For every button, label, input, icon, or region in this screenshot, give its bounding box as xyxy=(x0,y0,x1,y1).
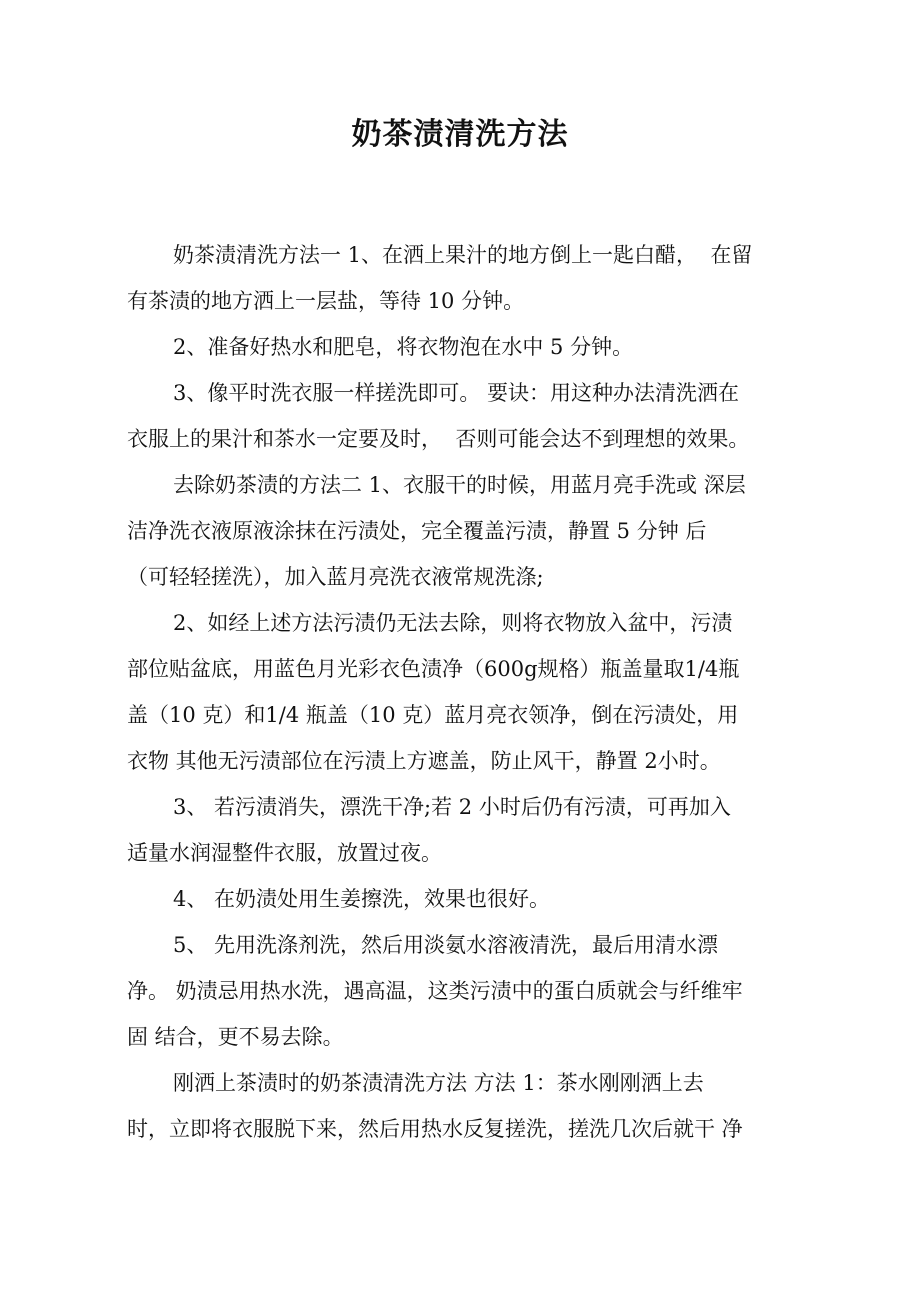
text-line: 时，立即将衣服脱下来，然后用热水反复搓洗，搓洗几次后就干 净 xyxy=(127,1117,743,1141)
text-line: 5、 先用洗涤剂洗，然后用淡氨水溶液清洗，最后用清水漂 xyxy=(173,933,719,957)
text-line: 去除奶茶渍的方法二 1、衣服干的时候，用蓝月亮手洗或 深层 xyxy=(173,473,746,497)
text-line: 有茶渍的地方洒上一层盐，等待 10 分钟。 xyxy=(127,289,525,313)
text-line: 衣物 其他无污渍部位在污渍上方遮盖，防止风干，静置 2小时。 xyxy=(127,749,721,773)
page-title: 奶茶渍清洗方法 xyxy=(351,117,569,152)
text-line: 4、 在奶渍处用生姜擦洗，效果也很好。 xyxy=(173,887,551,911)
text-line: 净。 奶渍忌用热水洗，遇高温，这类污渍中的蛋白质就会与纤维牢 xyxy=(127,979,743,1003)
document-body xyxy=(127,232,799,1152)
text-line: 洁净洗衣液原液涂抹在污渍处，完全覆盖污渍，静置 5 分钟 后 xyxy=(127,519,707,543)
text-line: 2、如经上述方法污渍仍无法去除，则将衣物放入盆中，污渍 xyxy=(173,611,733,635)
text-line: 固 结合，更不易去除。 xyxy=(127,1025,344,1049)
text-line: 衣服上的果汁和茶水一定要及时， 否则可能会达不到理想的效果。 xyxy=(127,427,750,451)
text-line: 3、像平时洗衣服一样搓洗即可。 要诀：用这种办法清洗洒在 xyxy=(173,381,740,405)
text-line: 盖（10 克）和1/4 瓶盖（10 克）蓝月亮衣领净，倒在污渍处，用 xyxy=(127,703,739,727)
text-line: 部位贴盆底，用蓝色月光彩衣色渍净（600g规格）瓶盖量取1/4瓶 xyxy=(127,657,740,681)
text-line: 奶茶渍清洗方法一 1、在洒上果汁的地方倒上一匙白醋， 在留 xyxy=(173,243,753,267)
text-line: 刚洒上茶渍时的奶茶渍清洗方法 方法 1：茶水刚刚洒上去 xyxy=(173,1071,704,1095)
text-line: 3、 若污渍消失，漂洗干净;若 2 小时后仍有污渍，可再加入 xyxy=(173,795,731,819)
text-line: 2、准备好热水和肥皂，将衣物泡在水中 5 分钟。 xyxy=(173,335,634,359)
text-line: （可轻轻搓洗），加入蓝月亮洗衣液常规洗涤; xyxy=(127,565,544,589)
text-line: 适量水润湿整件衣服，放置过夜。 xyxy=(127,841,442,865)
